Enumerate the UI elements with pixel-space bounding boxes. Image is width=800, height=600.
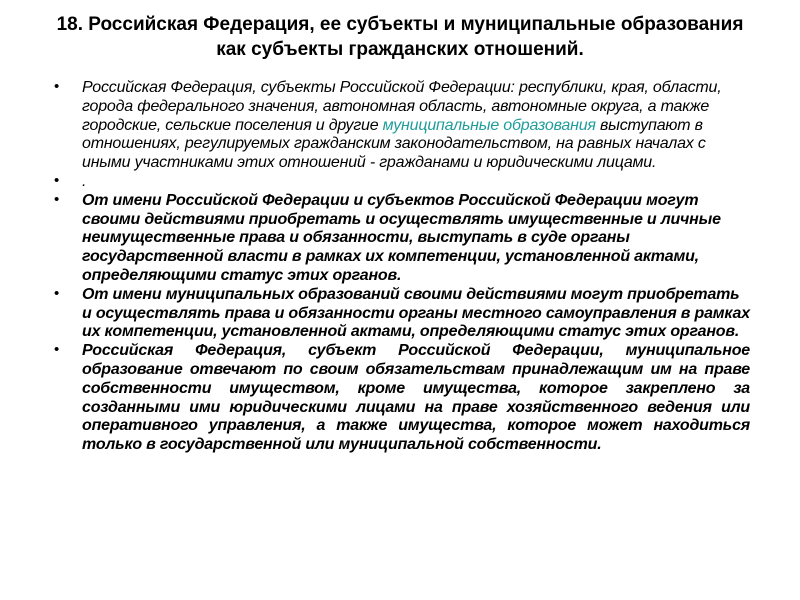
slide-title: 18. Российская Федерация, ее субъекты и муниципальные образования как субъекты гражданских отношений. [56, 14, 744, 60]
municipal-entities-link[interactable]: муниципальные образования [382, 116, 596, 134]
bullet-item [50, 342, 750, 455]
bullet-item [50, 173, 750, 192]
bullet-item [50, 286, 750, 342]
bullet-text: Российская Федерация, субъект Российской Федерации, муниципальное образование отвечают по своим обязательствам принадлежащим им на праве собственности имуществом, кроме имущества, которое закреплено за созданными ими юридическими лицами на праве хозяйственного ведения или оперативного управления, а также имущества, которое может находиться только в государственной или муниципальной собственности. [82, 342, 750, 454]
bullet-text: . [82, 172, 87, 190]
bullet-text: Российская Федерация, субъекты Российской Федерации: республики, края, области, города федерального значения, автономная область, автономные округа, а также городские, сельские поселения и другие [82, 79, 722, 134]
bullet-item [50, 192, 750, 286]
bullet-text: выступают в отношениях, регулируемых гражданским законодательством, на равных началах с иными участниками этих отношений - гражданами и юридическими лицами. [82, 116, 706, 172]
bullet-text: От имени Российской Федерации и субъектов Российской Федерации могут своими действиями приобретать и осуществлять имущественные и личные неимущественные права и обязанности, выступать в суде органы государственной власти в рамках их компетенции, установленной актами, определяющими статус этих органов. [82, 191, 721, 284]
bullet-list [50, 79, 750, 455]
bullet-text: От имени муниципальных образований своими действиями могут приобретать и осуществлять права и обязанности органы местного самоуправления в рамках их компетенции, установленной актами, определяющими статус этих органов. [82, 285, 750, 341]
bullet-item [50, 79, 750, 173]
